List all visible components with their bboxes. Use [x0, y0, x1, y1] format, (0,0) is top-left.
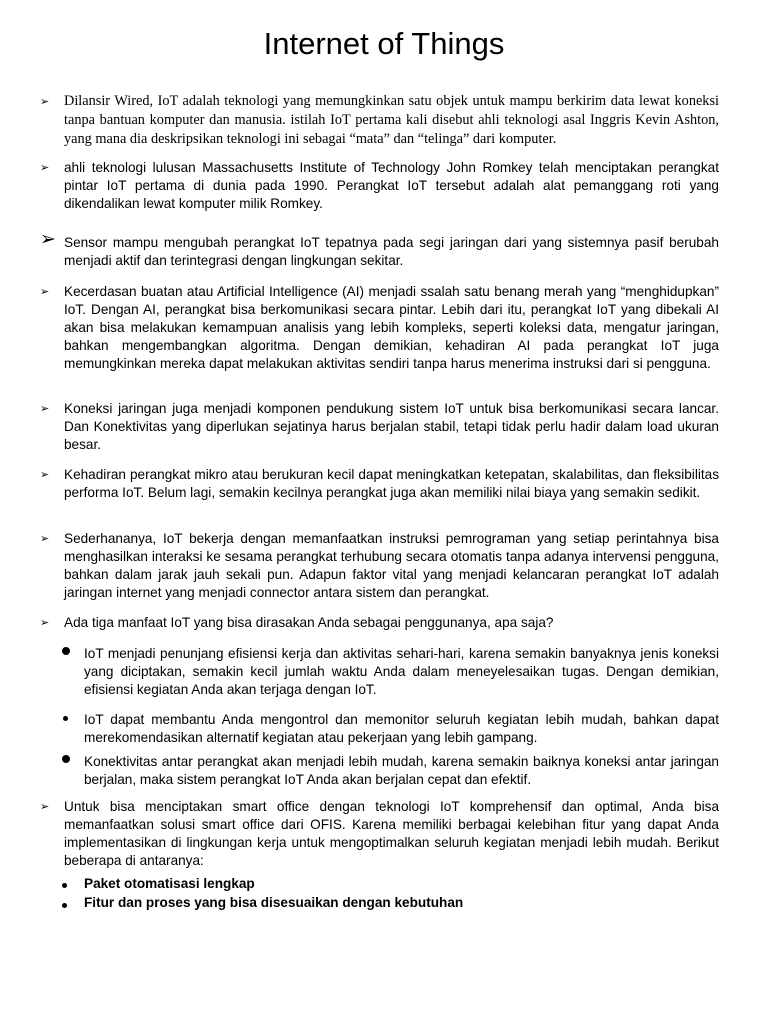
- arrow-bullet-icon: ➢: [40, 469, 50, 481]
- paragraph-wired: Dilansir Wired, IoT adalah teknologi yang memungkinkan satu objek untuk mampu berkirim data lewat koneksi tanpa bantuan komputer dan manusia. istilah IoT pertama kali disebut ahli teknologi asal Inggris Kevin Ashton, yang mana dia deskripsikan teknologi ini sebagai “mata” dan “telinga” dari komputer.: [64, 93, 719, 147]
- feature-item-otomatisasi: Paket otomatisasi lengkap: [84, 876, 255, 891]
- bullet-dot-icon: [63, 716, 68, 721]
- arrow-bullet-icon: ➢: [40, 96, 50, 108]
- benefit-item-monitor: IoT dapat membantu Anda mengontrol dan memonitor seluruh kegiatan lebih mudah, bahkan dapat merekomendasikan alternatif kegiatan atau pekerjaan yang lebih gampang.: [84, 712, 719, 745]
- arrow-bullet-icon: ➢: [40, 286, 50, 298]
- paragraph-manfaat: Ada tiga manfaat IoT yang bisa dirasakan Anda sebagai penggunanya, apa saja?: [64, 615, 554, 630]
- bullet-dot-icon: [62, 903, 67, 908]
- paragraph-sensor: Sensor mampu mengubah perangkat IoT tepatnya pada segi jaringan dari yang sistemnya pasif berubah menjadi aktif dan terintegrasi dengan lingkungan sekitar.: [64, 235, 719, 268]
- paragraph-mikro: Kehadiran perangkat mikro atau berukuran kecil dapat meningkatkan ketepatan, skalabilitas, dan fleksibilitas performa IoT. Belum lagi, semakin kecilnya perangkat juga akan memiliki nilai biaya yang semakin sedikit.: [64, 467, 719, 500]
- page-title: Internet of Things: [263, 26, 505, 61]
- arrow-bullet-icon: ➢: [40, 801, 50, 813]
- arrow-bullet-icon: ➢: [40, 403, 50, 415]
- paragraph-ai: Kecerdasan buatan atau Artificial Intelligence (AI) menjadi ssalah satu benang merah yang “menghidupkan” IoT. Dengan AI, perangkat bisa berkomunikasi secara pintar. Lebih dari itu, perangkat IoT yang dibekali AI akan bisa melakukan kemampuan analisis yang lebih kompleks, seperti koleksi data, mengatur jaringan, bahkan mengembangkan algoritma. Dengan demikian, kehadiran AI pada perangkat IoT juga memungkinkan mereka dapat melakukan aktivitas sendiri tanpa harus menerima instruksi dari si pengguna.: [64, 284, 719, 371]
- bullet-dot-icon: [62, 883, 67, 888]
- bullet-dot-icon: [62, 755, 70, 763]
- paragraph-sederhana: Sederhananya, IoT bekerja dengan memanfaatkan instruksi pemrograman yang setiap perintahnya bisa menghasilkan interaksi ke sesama perangkat terhubung secara otomatis tanpa adanya intervensi pengguna, bahkan dalam jarak jauh sekali pun. Adapun faktor vital yang menjadi kelancaran perangkat IoT adalah jaringan internet yang menjadi connector antara sistem dan perangkat.: [64, 531, 719, 600]
- arrow-bullet-icon: ➢: [40, 162, 50, 174]
- feature-item-fitur: Fitur dan proses yang bisa disesuaikan dengan kebutuhan: [84, 895, 464, 910]
- paragraph-smart-office: Untuk bisa menciptakan smart office dengan teknologi IoT komprehensif dan optimal, Anda bisa memanfaatkan solusi smart office dari OFIS. Karena memiliki berbagai kelebihan fitur yang dapat Anda implementasikan di lingkungan kerja untuk mengoptimalkan seluruh kegiatan menjadi lebih mudah. Berikut beberapa di antaranya:: [64, 799, 719, 868]
- arrow-bullet-icon: ➢: [40, 617, 50, 629]
- bullet-dot-icon: [62, 647, 70, 655]
- arrow-bullet-icon: ➢: [40, 229, 56, 250]
- paragraph-koneksi: Koneksi jaringan juga menjadi komponen pendukung sistem IoT untuk bisa berkomunikasi secara lancar. Dan Konektivitas yang diperlukan sejatinya harus berjalan stabil, tetapi tidak perlu hadir dalam load ukuran besar.: [64, 401, 719, 452]
- benefit-item-konektivitas: Konektivitas antar perangkat akan menjadi lebih mudah, karena semakin baiknya koneksi antar jaringan berjalan, maka sistem perangkat IoT Anda akan berjalan cepat dan efektif.: [84, 754, 719, 787]
- arrow-bullet-icon: ➢: [40, 533, 50, 545]
- benefit-item-efisiensi: IoT menjadi penunjang efisiensi kerja dan aktivitas sehari-hari, karena semakin banyaknya jenis koneksi yang diciptakan, semakin kecil jumlah waktu Anda dalam meneyelesaikan tugas. Dengan demikian, efisiensi kegiatan Anda akan terjaga dengan IoT.: [84, 646, 719, 697]
- paragraph-romkey: ahli teknologi lulusan Massachusetts Institute of Technology John Romkey telah menciptakan perangkat pintar IoT pertama di dunia pada 1990. Perangkat IoT tersebut adalah alat pemanggang roti yang dikendalikan lewat komputer milik Romkey.: [64, 160, 719, 211]
